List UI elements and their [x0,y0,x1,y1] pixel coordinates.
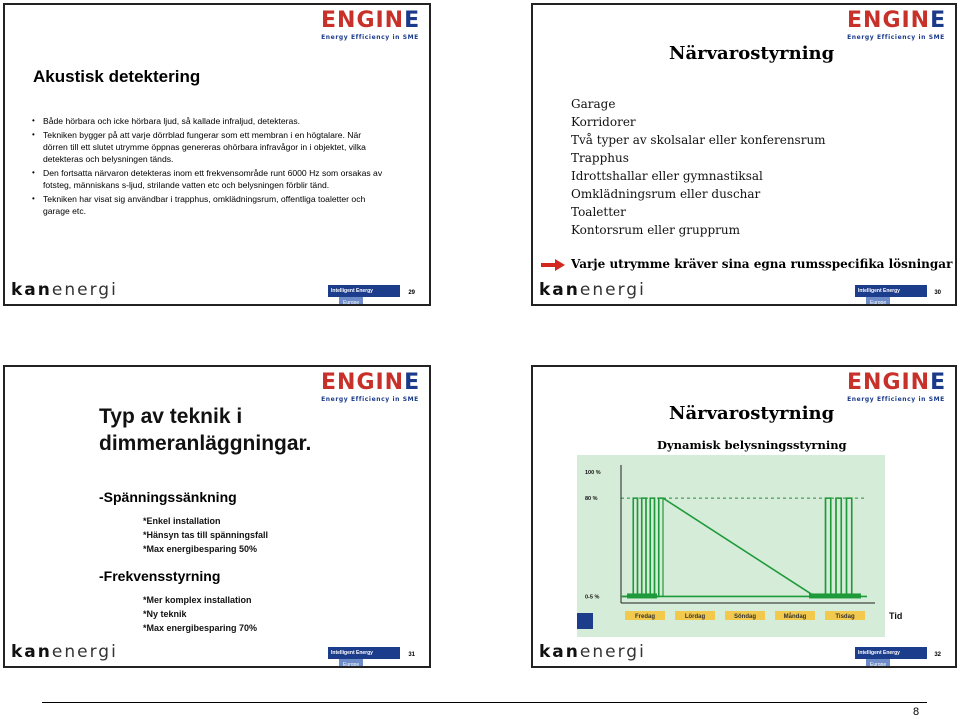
slide-31 [3,365,431,668]
room-item: Trapphus [571,151,629,165]
bullet-item: • Tekniken har visat sig användbar i trapphus, omklädningsrum, offentliga toaletter och garage etc. [43,193,388,217]
intelligent-energy-badge: Intelligent EnergyEurope [855,647,927,659]
room-item: Idrottshallar eller gymnastiksal [571,169,763,183]
slide-title: Närvarostyrning [669,43,835,64]
slide-note: Varje utrymme kräver sina egna rumsspecifika lösningar [571,257,953,271]
room-item: Omklädningsrum eller duschar [571,187,761,201]
day-label: Lördag [684,614,706,620]
slide-number: 30 [934,290,941,296]
y-tick-label: 80 % [585,496,598,503]
day-label: Måndag [783,614,807,620]
slide-29 [3,3,431,306]
engine-logo: ENGINE Energy Efficiency in SME [321,370,421,403]
room-item: Garage [571,97,616,111]
slide-title: Akustisk detektering [33,67,201,86]
section-heading: -Spänningssänkning [99,489,237,505]
section-items: *Mer komplex installation *Ny teknik *Max energibesparing 70% [143,595,258,633]
room-item: Kontorsrum eller grupprum [571,223,740,237]
slide-32 [531,365,957,668]
chart-background [577,455,885,637]
slide-footer [533,640,955,666]
low-level-bar [627,593,657,598]
room-item: Korridorer [571,115,636,129]
chart-logo-icon [577,613,593,629]
slide-number: 31 [408,652,415,658]
intelligent-energy-badge: Intelligent EnergyEurope [328,285,400,297]
kanenergi-logo: kanenergi [11,280,118,300]
page-number: 8 [913,706,920,718]
room-item: Toaletter [571,205,626,219]
intelligent-energy-badge: Intelligent EnergyEurope [855,285,927,297]
day-label: Söndag [734,614,756,620]
dimming-chart [577,455,917,637]
slide-footer [5,640,429,666]
slide-number: 32 [934,652,941,658]
y-tick-label: 0-5 % [585,594,600,601]
room-item: Två typer av skolsalar eller konferensrum [571,133,826,147]
x-axis-label: Tid [889,611,903,621]
red-arrow-icon [541,259,565,271]
slide-title: Typ av teknik i dimmeranläggningar. [99,405,312,455]
page-divider [42,702,927,703]
slide-subtitle: Dynamisk belysningsstyrning [657,438,847,452]
kanenergi-logo: kanenergi [539,280,646,300]
slide-30 [531,3,957,306]
slide-title: Närvarostyrning [669,403,835,424]
section-heading: -Frekvensstyrning [99,568,221,584]
bullet-item: • Tekniken bygger på att varje dörrblad fungerar som ett membran i en högtalare. När dörren till ett slutet utrymme öppnas genereras ohörbara infravågor in i objektet, vilka detekteras och belysningen tänds. [43,129,388,165]
intelligent-energy-badge: Intelligent EnergyEurope [328,647,400,659]
day-label: Fredag [634,614,656,620]
bullet-item: • Både hörbara och icke hörbara ljud, så kallade infraljud, detekteras. [43,115,388,127]
low-level-bar [809,593,861,598]
room-list [571,95,826,239]
kanenergi-logo: kanenergi [11,642,118,662]
y-tick-label: 100 % [585,469,601,476]
kanenergi-logo: kanenergi [539,642,646,662]
engine-logo: ENGINE Energy Efficiency in SME [847,8,947,41]
bullet-list [43,115,388,219]
slide-number: 29 [408,290,415,296]
section-items: *Enkel installation *Hänsyn tas till spänningsfall *Max energibesparing 50% [143,516,269,554]
slide-footer [533,278,955,304]
day-label: Tisdag [835,614,855,620]
slide-footer [5,278,429,304]
engine-logo: ENGINE Energy Efficiency in SME [847,370,947,403]
engine-logo: ENGINE Energy Efficiency in SME [321,8,421,41]
bullet-item: • Den fortsatta närvaron detekteras inom ett frekvensområde runt 6000 Hz som orsakas av fotsteg, människans s-ljud, strilande vatten etc och belysningen förblir tänd. [43,167,388,191]
